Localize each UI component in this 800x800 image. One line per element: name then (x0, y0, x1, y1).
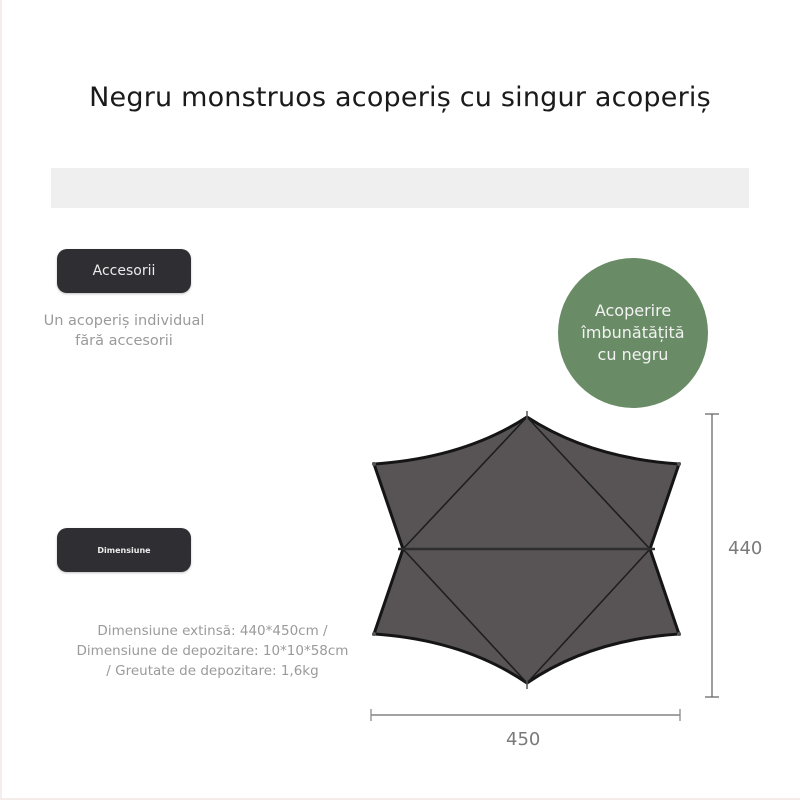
page-title: Negru monstruos acoperiș cu singur acoperiș (89, 82, 711, 113)
accessories-button-label: Accesorii (92, 263, 156, 279)
height-label: 440 (728, 538, 763, 559)
width-label: 450 (506, 729, 541, 750)
accessories-description-line: fără accesorii (75, 333, 173, 349)
badge-line: cu negru (597, 345, 669, 364)
width-dimension-line (371, 709, 680, 721)
dimensions-description-line: Dimensiune de depozitare: 10*10*58cm (76, 643, 349, 659)
dimensions-description-line: Dimensiune extinsă: 440*450cm / (97, 623, 328, 639)
dimensions-button-label: Dimensiune (97, 545, 151, 555)
height-dimension-line (705, 414, 719, 697)
badge-line: îmbunătățită (581, 323, 685, 342)
dimensions-description-line: / Greutate de depozitare: 1,6kg (106, 663, 319, 679)
accessories-description-line: Un acoperiș individual (43, 313, 205, 329)
badge-line: Acoperire (594, 301, 672, 320)
